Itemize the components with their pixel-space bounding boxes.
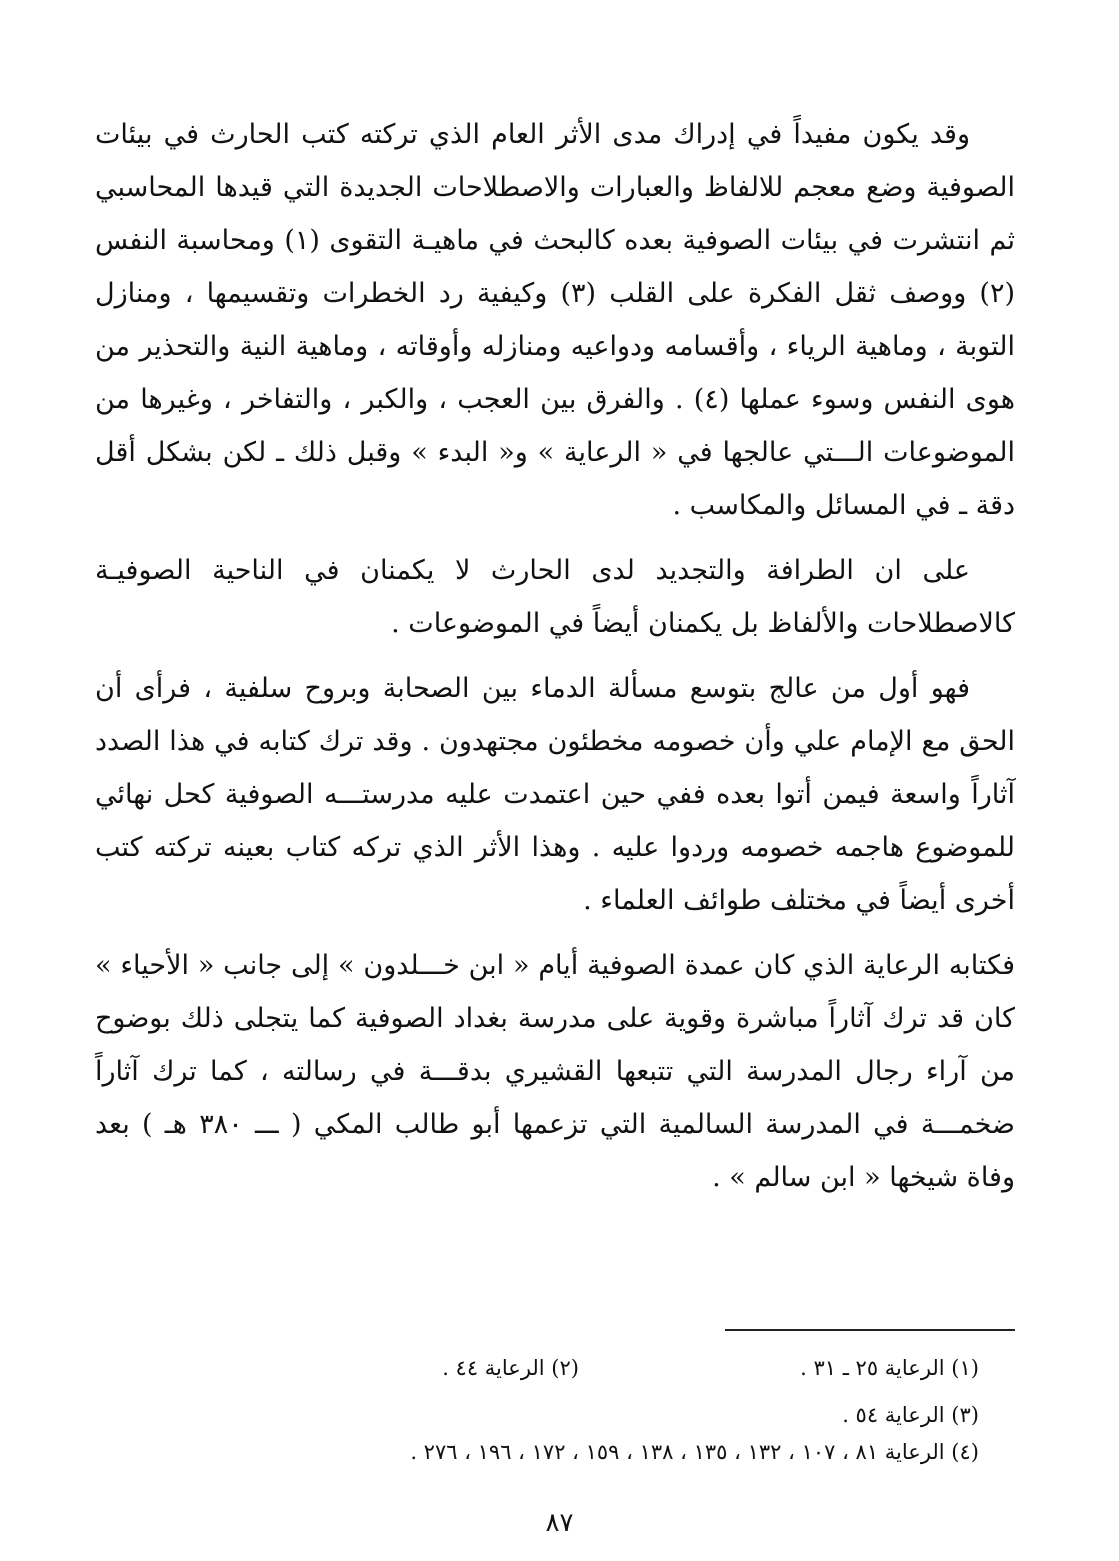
footnote-4: (٤) الرعاية ٨١ ، ١٠٧ ، ١٣٢ ، ١٣٥ ، ١٣٨ ، ١٥٩ ، ١٧٢ ، ١٩٦ ، ٢٧٦ . [410,1440,979,1464]
paragraph-4: فكتابه الرعاية الذي كان عمدة الصوفية أيام « ابن خـــلدون » إلى جانب « الأحياء » كان قد ترك آثاراً مباشرة وقوية على مدرسة بغداد الصوفية كما يتجلى ذلك بوضوح من آراء رجال المدرسة التي تتبعها القشيري بدقـــة في رسالته ، كما ترك آثاراً ضخمـــة في المدرسة السالمية التي تزعمها أبو طالب المكي ( ـــ ٣٨٠ هـ ) بعد وفاة شيخها « ابن سالم » . [95,950,1016,1193]
paragraph-1: وقد يكون مفيداً في إدراك مدى الأثر العام الذي تركته كتب الحارث في بيئات الصوفية وضع معجم للالفاظ والعبارات والاصطلاحات الجديدة التي قيدها المحاسبي ثم انتشرت في بيئات الصوفية بعده كالبحث في ماهيـة التقوى (١) ومحاسبة النفس (٢) ووصف ثقل الفكرة على القلب (٣) وكيفية رد الخطرات وتقسيمها ، ومنازل التوبة ، وماهية الرياء ، وأقسامه ودواعيه ومنازله وأوقاته ، وماهية النية والتحذير من هوى النفس وسوء عملها (٤) . والفرق بين العجب ، والكبر ، والتفاخر ، وغيرها من الموضوعات الـــتي عالجها في « الرعاية » و« البدء » وقبل ذلك ـ لكن بشكل أقل دقة ـ في المسائل والمكاسب . [95,119,1016,521]
footnote-3: (٣) الرعاية ٥٤ . [842,1403,979,1427]
footnote-separator [725,1329,1015,1331]
paragraph-2: على ان الطرافة والتجديد لدى الحارث لا يكمنان في الناحية الصوفيـة كالاصطلاحات والألفاظ بل يكمنان أيضاً في الموضوعات . [95,555,1015,639]
page-number: ٨٧ [545,1508,574,1538]
footnote-2: (٢) الرعاية ٤٤ . [442,1356,579,1380]
paragraph-3: فهو أول من عالج بتوسع مسألة الدماء بين الصحابة وبروح سلفية ، فرأى أن الحق مع الإمام علي وأن خصومه مخطئون مجتهدون . وقد ترك كتابه في هذا الصدد آثاراً واسعة فيمن أتوا بعده ففي حين اعتمدت عليه مدرستـــه الصوفية كحل نهائي للموضوع هاجمه خصومه وردوا عليه . وهذا الأثر الذي تركه كتاب بعينه تركته كتب أخرى أيضاً في مختلف طوائف العلماء . [95,673,1015,916]
body-text [95,108,1015,1204]
footnote-1: (١) الرعاية ٢٥ ـ ٣١ . [800,1356,979,1380]
